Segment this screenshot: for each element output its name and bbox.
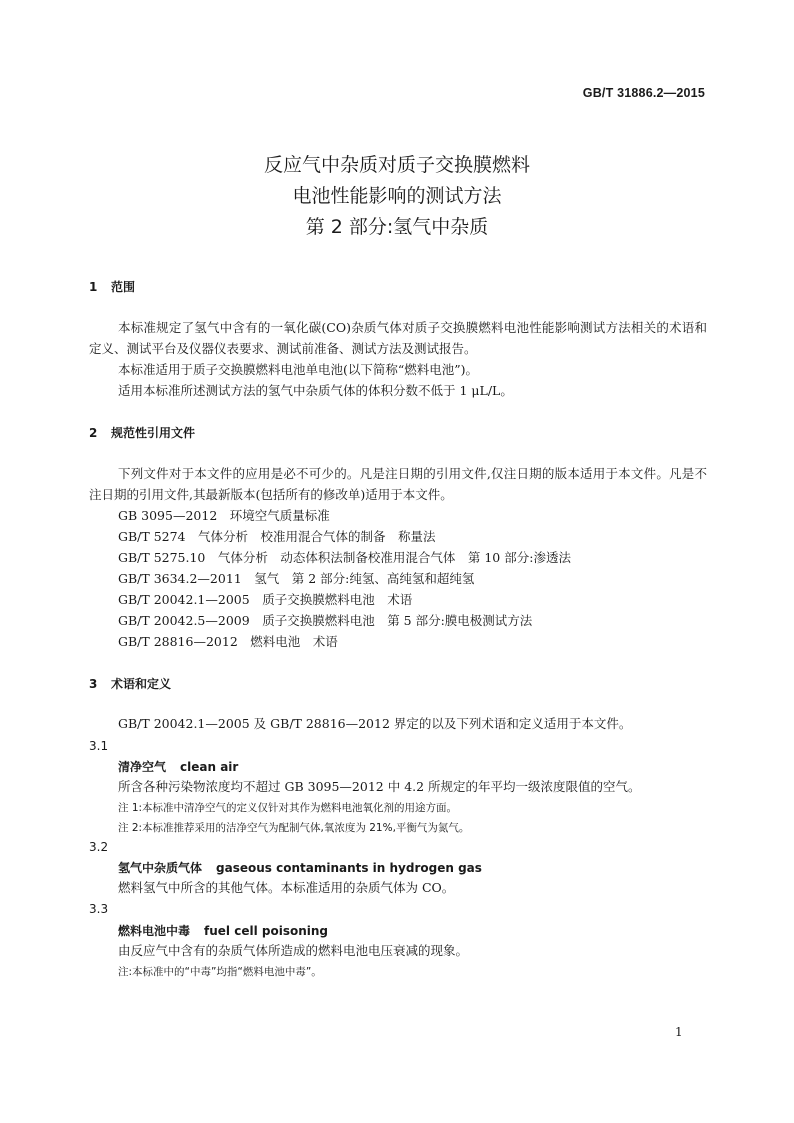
scope-paragraph-1: 本标准规定了氢气中含有的一氧化碳(CO)杂质气体对质子交换膜燃料电池性能影响测试方法相关的术语和定义、测试平台及仪器仪表要求、测试前准备、测试方法及测试报告。	[89, 320, 707, 356]
reference-item: GB 3095—2012 环境空气质量标准	[118, 508, 330, 523]
normative-intro: 下列文件对于本文件的应用是必不可少的。凡是注日期的引用文件,仅注日期的版本适用于本文件。凡是不注日期的引用文件,其最新版本(包括所有的修改单)适用于本文件。	[89, 466, 707, 502]
scope-paragraph-2: 本标准适用于质子交换膜燃料电池单电池(以下简称“燃料电池”)。	[118, 362, 479, 377]
term-definition: 燃料氢气中所含的其他气体。本标准适用的杂质气体为 CO。	[118, 880, 455, 895]
section-number: 3	[89, 677, 98, 691]
term-note: 注:本标准中的“中毒”均指“燃料电池中毒”。	[118, 966, 322, 978]
term-definition: 所含各种污染物浓度均不超过 GB 3095—2012 中 4.2 所规定的年平均一级浓度限值的空气。	[118, 779, 641, 794]
term-heading	[118, 758, 238, 775]
reference-item: GB/T 5274 气体分析 校准用混合气体的制备 称量法	[118, 529, 436, 544]
scope-paragraph-3: 适用本标准所述测试方法的氢气中杂质气体的体积分数不低于 1 μL/L。	[118, 383, 513, 398]
term-en: clean air	[180, 760, 239, 774]
clause-number: 3.1	[89, 739, 109, 753]
reference-item: GB/T 20042.5—2009 质子交换膜燃料电池 第 5 部分:膜电极测试方法	[118, 613, 533, 628]
term-zh: 燃料电池中毒	[118, 924, 191, 938]
document-title	[0, 150, 794, 243]
term-note: 注 1:本标准中清净空气的定义仅针对其作为燃料电池氧化剂的用途方面。	[118, 802, 458, 814]
term-en: gaseous contaminants in hydrogen gas	[216, 861, 482, 875]
page-number: 1	[675, 1025, 683, 1039]
section-number: 1	[89, 280, 98, 294]
title-line-2: 电池性能影响的测试方法	[292, 185, 502, 207]
reference-item: GB/T 28816—2012 燃料电池 术语	[118, 634, 338, 649]
reference-item: GB/T 20042.1—2005 质子交换膜燃料电池 术语	[118, 592, 413, 607]
section-title: 规范性引用文件	[111, 426, 196, 440]
term-heading	[118, 859, 482, 876]
section-title: 范围	[111, 280, 136, 294]
clause-number: 3.2	[89, 840, 109, 854]
title-line-3: 第 2 部分:氢气中杂质	[305, 216, 489, 238]
section-3-heading	[89, 675, 171, 692]
term-en: fuel cell poisoning	[204, 924, 328, 938]
clause-number: 3.3	[89, 902, 109, 916]
standard-number: GB/T 31886.2—2015	[582, 86, 705, 100]
term-definition: 由反应气中含有的杂质气体所造成的燃料电池电压衰减的现象。	[118, 943, 469, 958]
reference-item: GB/T 3634.2—2011 氢气 第 2 部分:纯氢、高纯氢和超纯氢	[118, 571, 475, 586]
section-number: 2	[89, 426, 98, 440]
title-line-1: 反应气中杂质对质子交换膜燃料	[263, 154, 530, 176]
section-2-heading	[89, 424, 195, 441]
terms-intro: GB/T 20042.1—2005 及 GB/T 28816—2012 界定的以及下列术语和定义适用于本文件。	[118, 716, 632, 731]
reference-item: GB/T 5275.10 气体分析 动态体积法制备校准用混合气体 第 10 部分:渗透法	[118, 550, 571, 565]
term-zh: 氢气中杂质气体	[118, 861, 203, 875]
term-zh: 清净空气	[118, 760, 167, 774]
term-note: 注 2:本标准推荐采用的洁净空气为配制气体,氧浓度为 21%,平衡气为氮气。	[118, 822, 470, 834]
section-title: 术语和定义	[111, 677, 172, 691]
term-heading	[118, 922, 328, 939]
section-1-heading	[89, 278, 135, 295]
